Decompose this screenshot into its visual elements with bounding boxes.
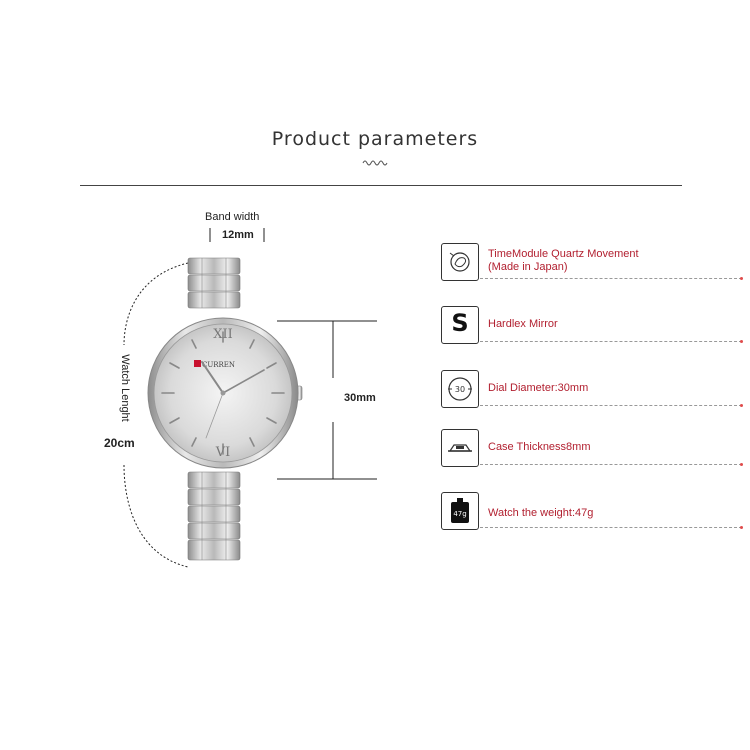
movement-icon — [441, 243, 479, 281]
feature-weight — [441, 492, 746, 528]
feature-movement-label: TimeModule Quartz Movement — [488, 248, 639, 260]
svg-text:30: 30 — [454, 385, 466, 394]
feature-dial-diameter — [441, 370, 746, 406]
feature-divider — [480, 278, 742, 279]
page-title: Product parameters — [271, 128, 479, 150]
brand-logo: CURREN — [202, 361, 236, 369]
feature-dot — [740, 277, 743, 280]
xii-numeral: XII — [213, 327, 233, 342]
feature-weight-label: Watch the weight:47g — [488, 507, 594, 519]
feature-dial-diameter-label: Dial Diameter:30mm — [488, 382, 589, 394]
watch-length-label: Watch Lenght — [119, 354, 131, 422]
squiggle-ornament — [362, 158, 388, 166]
mirror-s-icon: S — [441, 306, 479, 344]
feature-divider — [480, 527, 742, 528]
feature-divider — [480, 405, 742, 406]
svg-text:47g: 47g — [453, 510, 467, 518]
feature-dot — [740, 404, 743, 407]
watch-length-value: 20cm — [104, 436, 135, 450]
vi-numeral: VI — [215, 445, 231, 460]
dial-diameter-icon — [441, 370, 479, 408]
feature-case-thickness — [441, 429, 746, 465]
feature-dot — [740, 463, 743, 466]
case-thickness-icon — [441, 429, 479, 467]
feature-dot — [740, 340, 743, 343]
dial-size-value: 30mm — [344, 392, 376, 404]
band-width-label: Band width — [205, 211, 260, 223]
feature-dot — [740, 526, 743, 529]
feature-divider — [480, 341, 742, 342]
feature-movement-sublabel: (Made in Japan) — [488, 261, 568, 273]
feature-movement — [441, 243, 746, 279]
band-width-value: 12mm — [222, 229, 254, 241]
header-divider — [80, 185, 682, 186]
feature-mirror — [441, 306, 746, 342]
feature-divider — [480, 464, 742, 465]
weight-icon — [441, 492, 479, 530]
feature-case-thickness-label: Case Thickness8mm — [488, 441, 591, 453]
feature-mirror-label: Hardlex Mirror — [488, 318, 558, 330]
